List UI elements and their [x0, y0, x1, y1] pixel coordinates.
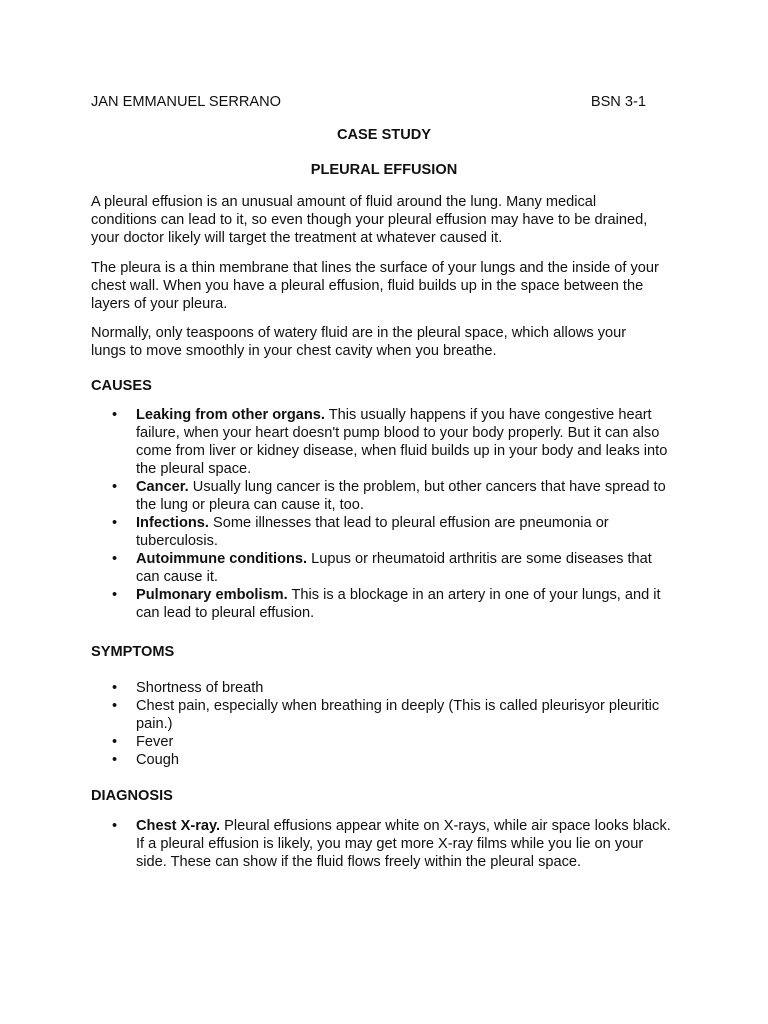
bullet-icon: • — [112, 698, 118, 714]
intro-paragraph: The pleura is a thin membrane that lines the surface of your lungs and the inside of your chest wall. When you have a pleural effusion, fluid builds up in the space between the layers of your pleura. — [91, 260, 659, 312]
bullet-icon: • — [112, 752, 118, 768]
bullet-icon: • — [112, 680, 118, 696]
diagnosis-heading: DIAGNOSIS — [91, 788, 173, 804]
cause-term: Autoimmune conditions. — [136, 551, 308, 567]
header-row — [91, 93, 646, 111]
symptom-text: Fever — [136, 734, 174, 750]
diagnosis-list — [112, 817, 672, 871]
symptom-text: Shortness of breath — [136, 680, 264, 696]
cause-term: Leaking from other organs. — [136, 407, 325, 423]
bullet-icon: • — [112, 479, 118, 495]
cause-text: This usually happens if you have congestive heart failure, when your heart doesn't pump blood to your body properly. But it can also come from liver or kidney disease, when fluid builds up in your body and leaks into the pleural space. — [136, 407, 668, 477]
author-name: JAN EMMANUEL SERRANO — [91, 94, 282, 110]
list-item — [112, 550, 672, 586]
bullet-icon: • — [112, 407, 118, 423]
bullet-icon: • — [112, 551, 118, 567]
list-item — [112, 586, 672, 622]
bullet-icon: • — [112, 515, 118, 531]
bullet-icon: • — [112, 734, 118, 750]
symptoms-heading: SYMPTOMS — [91, 644, 175, 660]
list-item — [112, 817, 672, 871]
cause-text: Some illnesses that lead to pleural effusion are pneumonia or tuberculosis. — [136, 515, 609, 549]
intro-paragraph: Normally, only teaspoons of watery fluid are in the pleural space, which allows your lungs to move smoothly in your chest cavity when you breathe. — [91, 325, 627, 359]
class-section: BSN 3-1 — [590, 94, 646, 110]
document-title: CASE STUDY — [336, 127, 432, 143]
list-item — [112, 406, 672, 478]
intro-paragraph: A pleural effusion is an unusual amount of fluid around the lung. Many medical conditions can lead to it, so even though your pleural effusion may have to be drained, your doctor likely will target the treatment at whatever caused it. — [91, 194, 648, 246]
symptom-text: Cough — [136, 752, 180, 768]
list-item — [112, 514, 672, 550]
cause-term: Pulmonary embolism. — [136, 587, 288, 603]
list-item — [112, 733, 672, 751]
cause-text: Lupus or rheumatoid arthritis are some diseases that can cause it. — [136, 551, 652, 585]
cause-term: Infections. — [136, 515, 209, 531]
bullet-icon: • — [112, 587, 118, 603]
symptoms-list — [112, 679, 672, 769]
diagnosis-text: Pleural effusions appear white on X-rays, while air space looks black. If a pleural effusion is likely, you may get more X-ray films while you lie on your side. These can show if the fluid flows freely within the pleural space. — [136, 818, 671, 870]
list-item — [112, 679, 672, 697]
list-item — [112, 751, 672, 769]
list-item — [112, 697, 672, 733]
bullet-icon: • — [112, 818, 118, 834]
cause-text: This is a blockage in an artery in one of your lungs, and it can lead to pleural effusion. — [136, 587, 661, 621]
diagnosis-term: Chest X-ray. — [136, 818, 221, 834]
symptom-text: Chest pain, especially when breathing in deeply (This is called pleurisyor pleuritic pain.) — [136, 698, 660, 732]
causes-list — [112, 406, 672, 622]
causes-heading: CAUSES — [91, 378, 152, 394]
cause-text: Usually lung cancer is the problem, but other cancers that have spread to the lung or pleura can cause it, too. — [136, 479, 666, 513]
list-item — [112, 478, 672, 514]
document-subtitle: PLEURAL EFFUSION — [310, 162, 458, 178]
cause-term: Cancer. — [136, 479, 189, 495]
